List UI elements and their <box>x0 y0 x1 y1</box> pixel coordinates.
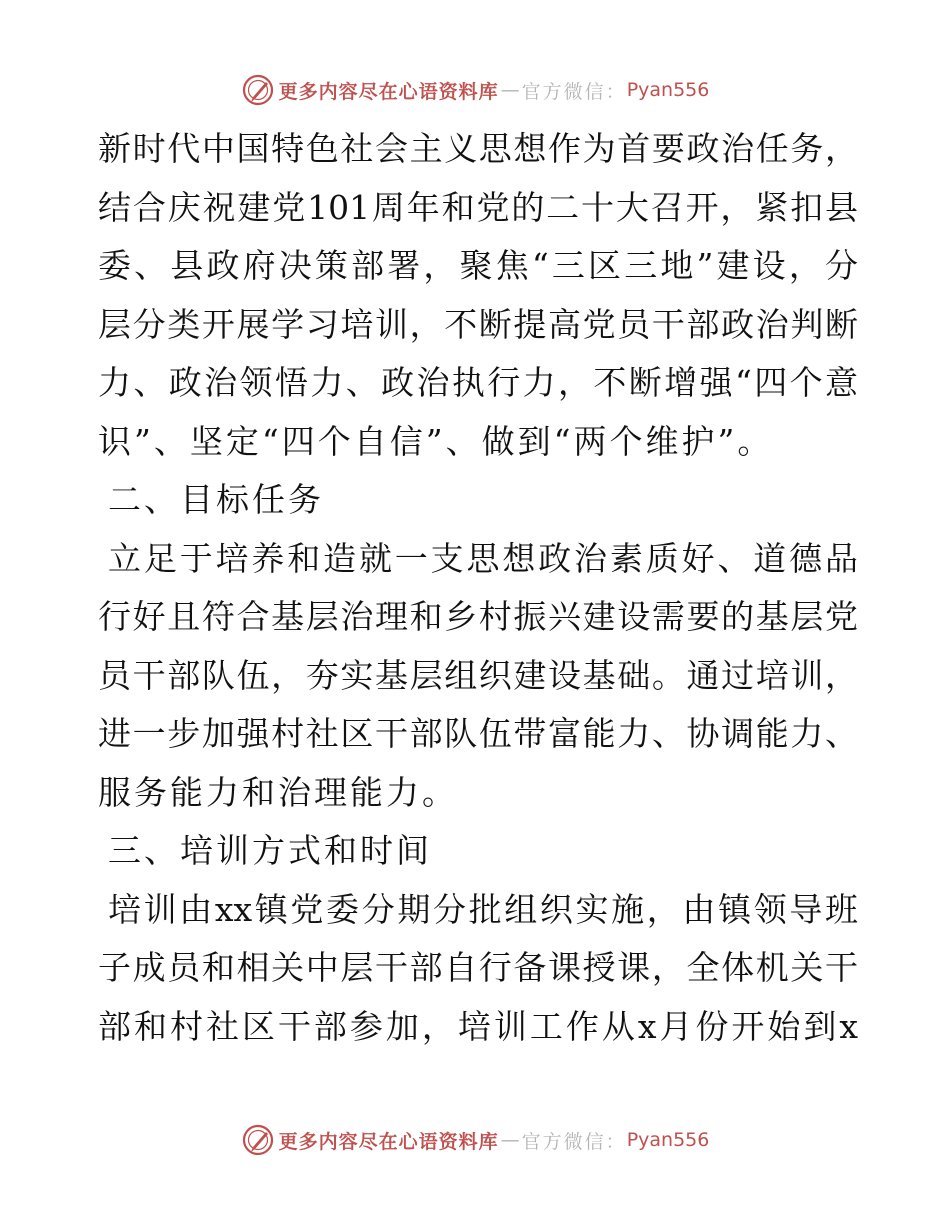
header-banner <box>0 70 950 110</box>
paragraph-2 <box>98 530 858 823</box>
text-line: 结合庆祝建党101周年和党的二十大召开，紧扣县 <box>98 187 858 227</box>
paragraph-3 <box>98 881 858 1057</box>
text-line: 服务能力和治理能力。 <box>98 772 458 812</box>
text-line: 进一步加强村社区干部队伍带富能力、协调能力、 <box>98 714 858 753</box>
text-line: 委、县政府决策部署，聚焦“三区三地”建设，分 <box>98 246 858 285</box>
text-line: 新时代中国特色社会主义思想作为首要政治任务， <box>98 129 858 168</box>
text-line: 立足于培养和造就一支思想政治素质好、道德品 <box>108 538 858 578</box>
text-line: 层分类开展学习培训，不断提高党员干部政治判断 <box>98 304 858 344</box>
banner-wechat-label: 官方微信： <box>521 1130 627 1153</box>
pen-logo-icon <box>241 73 275 107</box>
text-line: 部和村社区干部参加，培训工作从x月份开始到x <box>98 1006 858 1046</box>
paragraph-1 <box>98 120 858 471</box>
banner-wechat-label: 官方微信： <box>521 80 627 103</box>
document-body <box>98 120 858 1056</box>
text-line: 子成员和相关中层干部自行备课授课，全体机关干 <box>98 948 858 987</box>
banner-site-name: 更多内容尽在心语资料库 <box>278 80 499 103</box>
section-heading: 二、目标任务 <box>108 480 324 519</box>
banner-wechat-id: Pyan556 <box>626 1129 710 1151</box>
text-line: 员干部队伍，夯实基层组织建设基础。通过培训， <box>98 655 858 695</box>
banner-site-name: 更多内容尽在心语资料库 <box>278 1130 499 1153</box>
pen-logo-icon <box>241 1123 275 1157</box>
banner-dash: — <box>500 79 520 101</box>
footer-banner <box>0 1120 950 1160</box>
text-line: 行好且符合基层治理和乡村振兴建设需要的基层党 <box>98 597 858 636</box>
banner-wechat-id: Pyan556 <box>626 79 710 101</box>
text-line: 识”、坚定“四个自信”、做到“两个维护”。 <box>98 421 774 461</box>
banner-dash: — <box>500 1129 520 1151</box>
section-heading: 三、培训方式和时间 <box>108 831 432 870</box>
text-line: 培训由xx镇党委分期分批组织实施，由镇领导班 <box>108 889 858 929</box>
text-line: 力、政治领悟力、政治执行力，不断增强“四个意 <box>98 363 858 402</box>
